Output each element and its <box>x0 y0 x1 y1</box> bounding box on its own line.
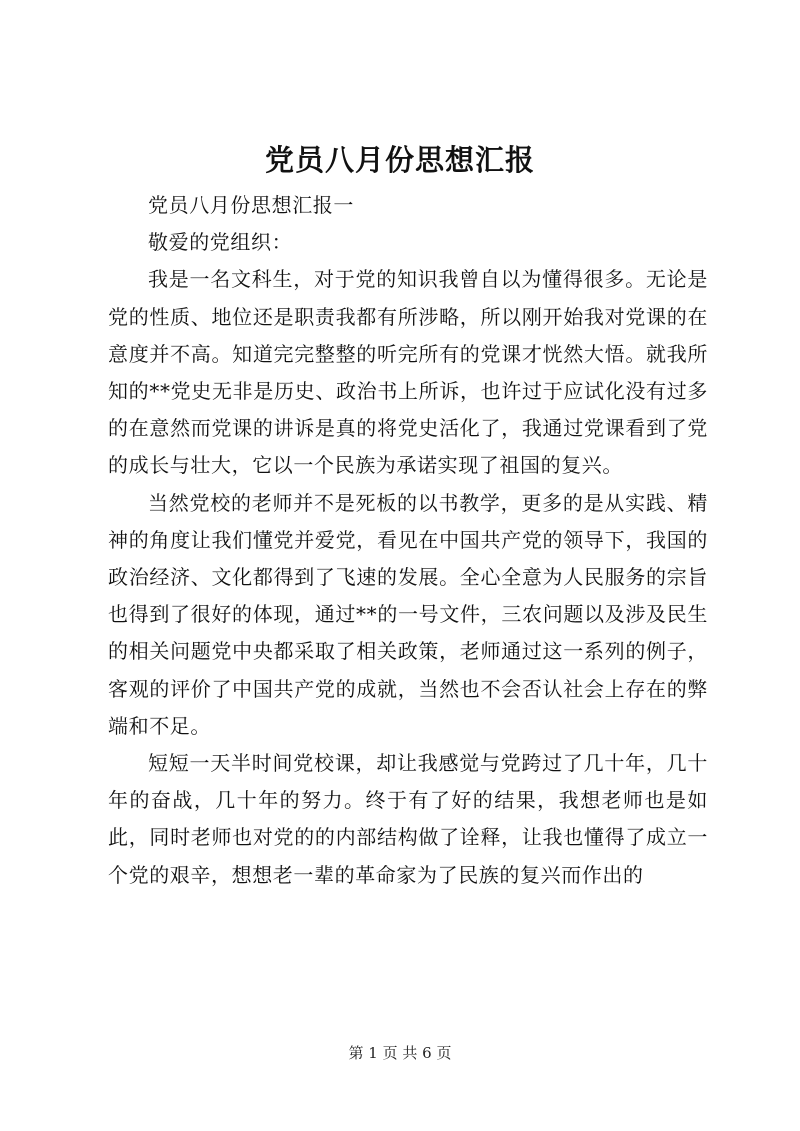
page-footer: 第 1 页 共 6 页 <box>348 1044 452 1062</box>
paragraph-3: 短短一天半时间党校课，却让我感觉与党跨过了几十年，几十年的奋战，几十年的努力。终于有了好的结果，我想老师也是如此，同时老师也对党的的内部结构做了诠释，让我也懂得了成立一个党的艰辛，想想老一辈的革命家为了民族的复兴而作出的 <box>108 751 708 887</box>
document-title: 党员八月份思想汇报 <box>264 143 535 177</box>
paragraph-2: 当然党校的老师并不是死板的以书教学，更多的是从实践、精神的角度让我们懂党并爱党，看见在中国共产党的领导下，我国的政治经济、文化都得到了飞速的发展。全心全意为人民服务的宗旨也得到了很好的体现，通过**的一号文件，三农问题以及涉及民生的相关问题党中央都采取了相关政策，老师通过这一系列的例子，客观的评价了中国共产党的成就，当然也不会否认社会上存在的弊端和不足。 <box>108 490 708 738</box>
document-body <box>108 187 708 894</box>
paragraph-salutation: 敬爱的党组织： <box>148 230 293 255</box>
paragraph-subtitle: 党员八月份思想汇报一 <box>148 193 354 217</box>
paragraph-1: 我是一名文科生，对于党的知识我曾自以为懂得很多。无论是党的性质、地位还是职责我都有所涉略，所以刚开始我对党课的在意度并不高。知道完完整整的听完所有的党课才恍然大悟。就我所知的**党史无非是历史、政治书上所诉，也许过于应试化没有过多的在意然而党课的讲诉是真的将党史活化了，我通过党课看到了党的成长与壮大，它以一个民族为承诺实现了祖国的复兴。 <box>108 267 708 478</box>
